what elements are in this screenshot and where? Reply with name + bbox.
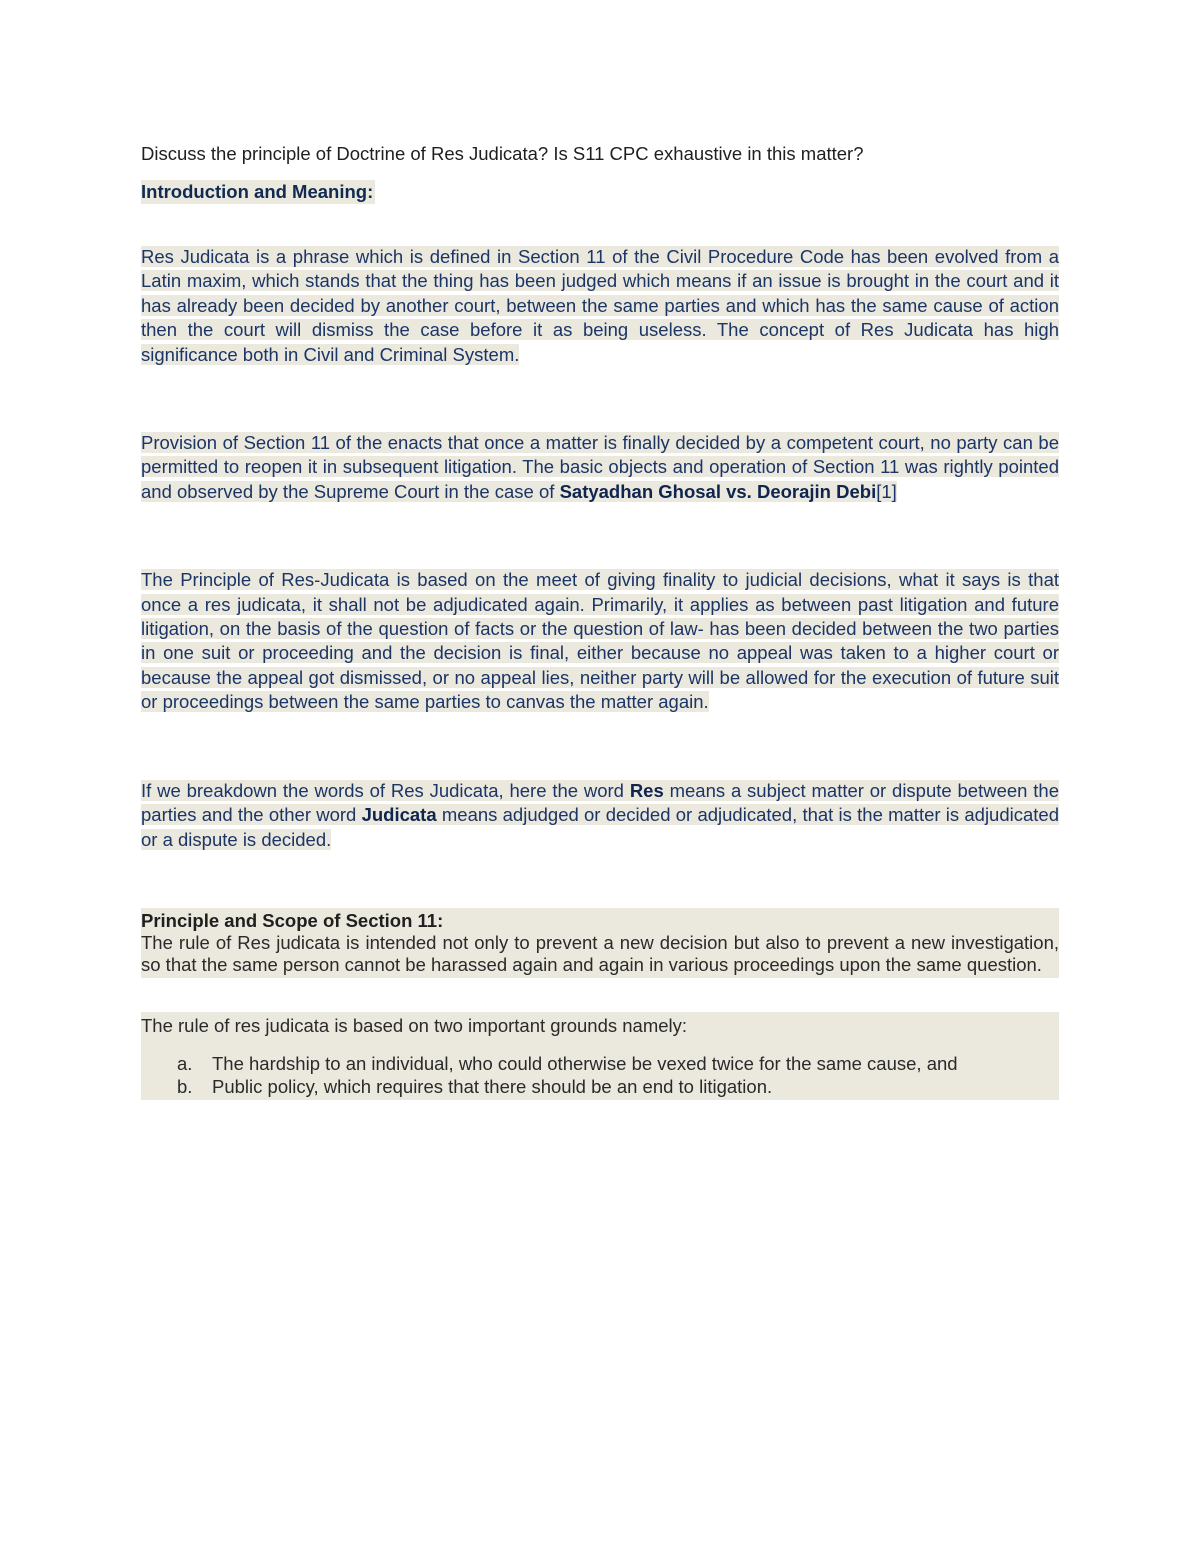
footnote-ref[interactable]: [1]: [876, 480, 897, 502]
document-content: [141, 142, 1059, 1100]
paragraph-breakdown-highlight: [141, 780, 1059, 850]
list-item-text: Public policy, which requires that there should be an end to litigation.: [212, 1075, 773, 1097]
paragraph-finality: [141, 568, 1059, 714]
breakdown-part-3: means adjudged or decided or adjudicated, that is the matter is adjudicated or a dispute is decided.: [141, 804, 1060, 850]
word-res: Res: [629, 779, 664, 801]
word-judicata: Judicata: [361, 804, 437, 826]
paragraph-meaning: [141, 245, 1059, 367]
case-name: Satyadhan Ghosal vs. Deorajin Debi: [559, 480, 877, 502]
grounds-intro: The rule of res judicata is based on two important grounds namely:: [141, 1014, 688, 1036]
section-11-block: [141, 908, 1059, 978]
paragraph-provision: [141, 431, 1059, 504]
paragraph-finality-text: The Principle of Res-Judicata is based on the meet of giving finality to judicial decisions, what it says is that once a res judicata, it shall not be adjudicated again. Primarily, it applies as between past litigation and future litigation, on the basis of the question of facts or the question of law- has been decided between the two parties in one suit or proceeding and the decision is final, either because no appeal was taken to a higher court or because the appeal got dismissed, or no appeal lies, neither party will be allowed for the execution of future suit or proceedings between the same parties to canvas the matter again.: [141, 569, 1059, 713]
question-line: Discuss the principle of Doctrine of Res Judicata? Is S11 CPC exhaustive in this matter?: [141, 143, 864, 164]
intro-heading: Introduction and Meaning:: [141, 181, 374, 202]
section-11-text: The rule of Res judicata is intended not only to prevent a new decision but also to prevent a new investigation, so that the same person cannot be harassed again and again in various proceedings upon the same question.: [141, 931, 1059, 976]
list-item-text: The hardship to an individual, who could otherwise be vexed twice for the same cause, and: [212, 1052, 958, 1074]
grounds-block: [141, 1012, 1059, 1100]
paragraph-provision-highlight: [141, 432, 1059, 502]
paragraph-meaning-text: Res Judicata is a phrase which is defined in Section 11 of the Civil Procedure Code has been evolved from a Latin maxim, which stands that the thing has been judged which means if an issue is brought in the court and it has already been decided by another court, between the same parties and which has the same cause of action then the court will dismiss the case before it as being useless. The concept of Res Judicata has high significance both in Civil and Criminal System.: [141, 246, 1059, 365]
list-marker: a.: [177, 1052, 193, 1074]
section-11-heading: Principle and Scope of Section 11:: [141, 909, 444, 931]
list-marker: b.: [177, 1075, 193, 1097]
breakdown-part-2: means a subject matter or dispute between the parties and the other word: [141, 779, 1059, 826]
paragraph-breakdown: [141, 779, 1059, 852]
breakdown-part-1: If we breakdown the words of Res Judicata, here the word: [141, 779, 630, 801]
list-item: [177, 1052, 1059, 1075]
paragraph-provision-text: Provision of Section 11 of the enacts that once a matter is finally decided by a competent court, no party can be permitted to reopen it in subsequent litigation. The basic objects and operation of Section 11 was rightly pointed and observed by the Supreme Court in the case of: [141, 432, 1059, 502]
list-item: [177, 1075, 1059, 1098]
intro-heading-wrap: [141, 166, 1059, 204]
grounds-list: [141, 1052, 1059, 1098]
